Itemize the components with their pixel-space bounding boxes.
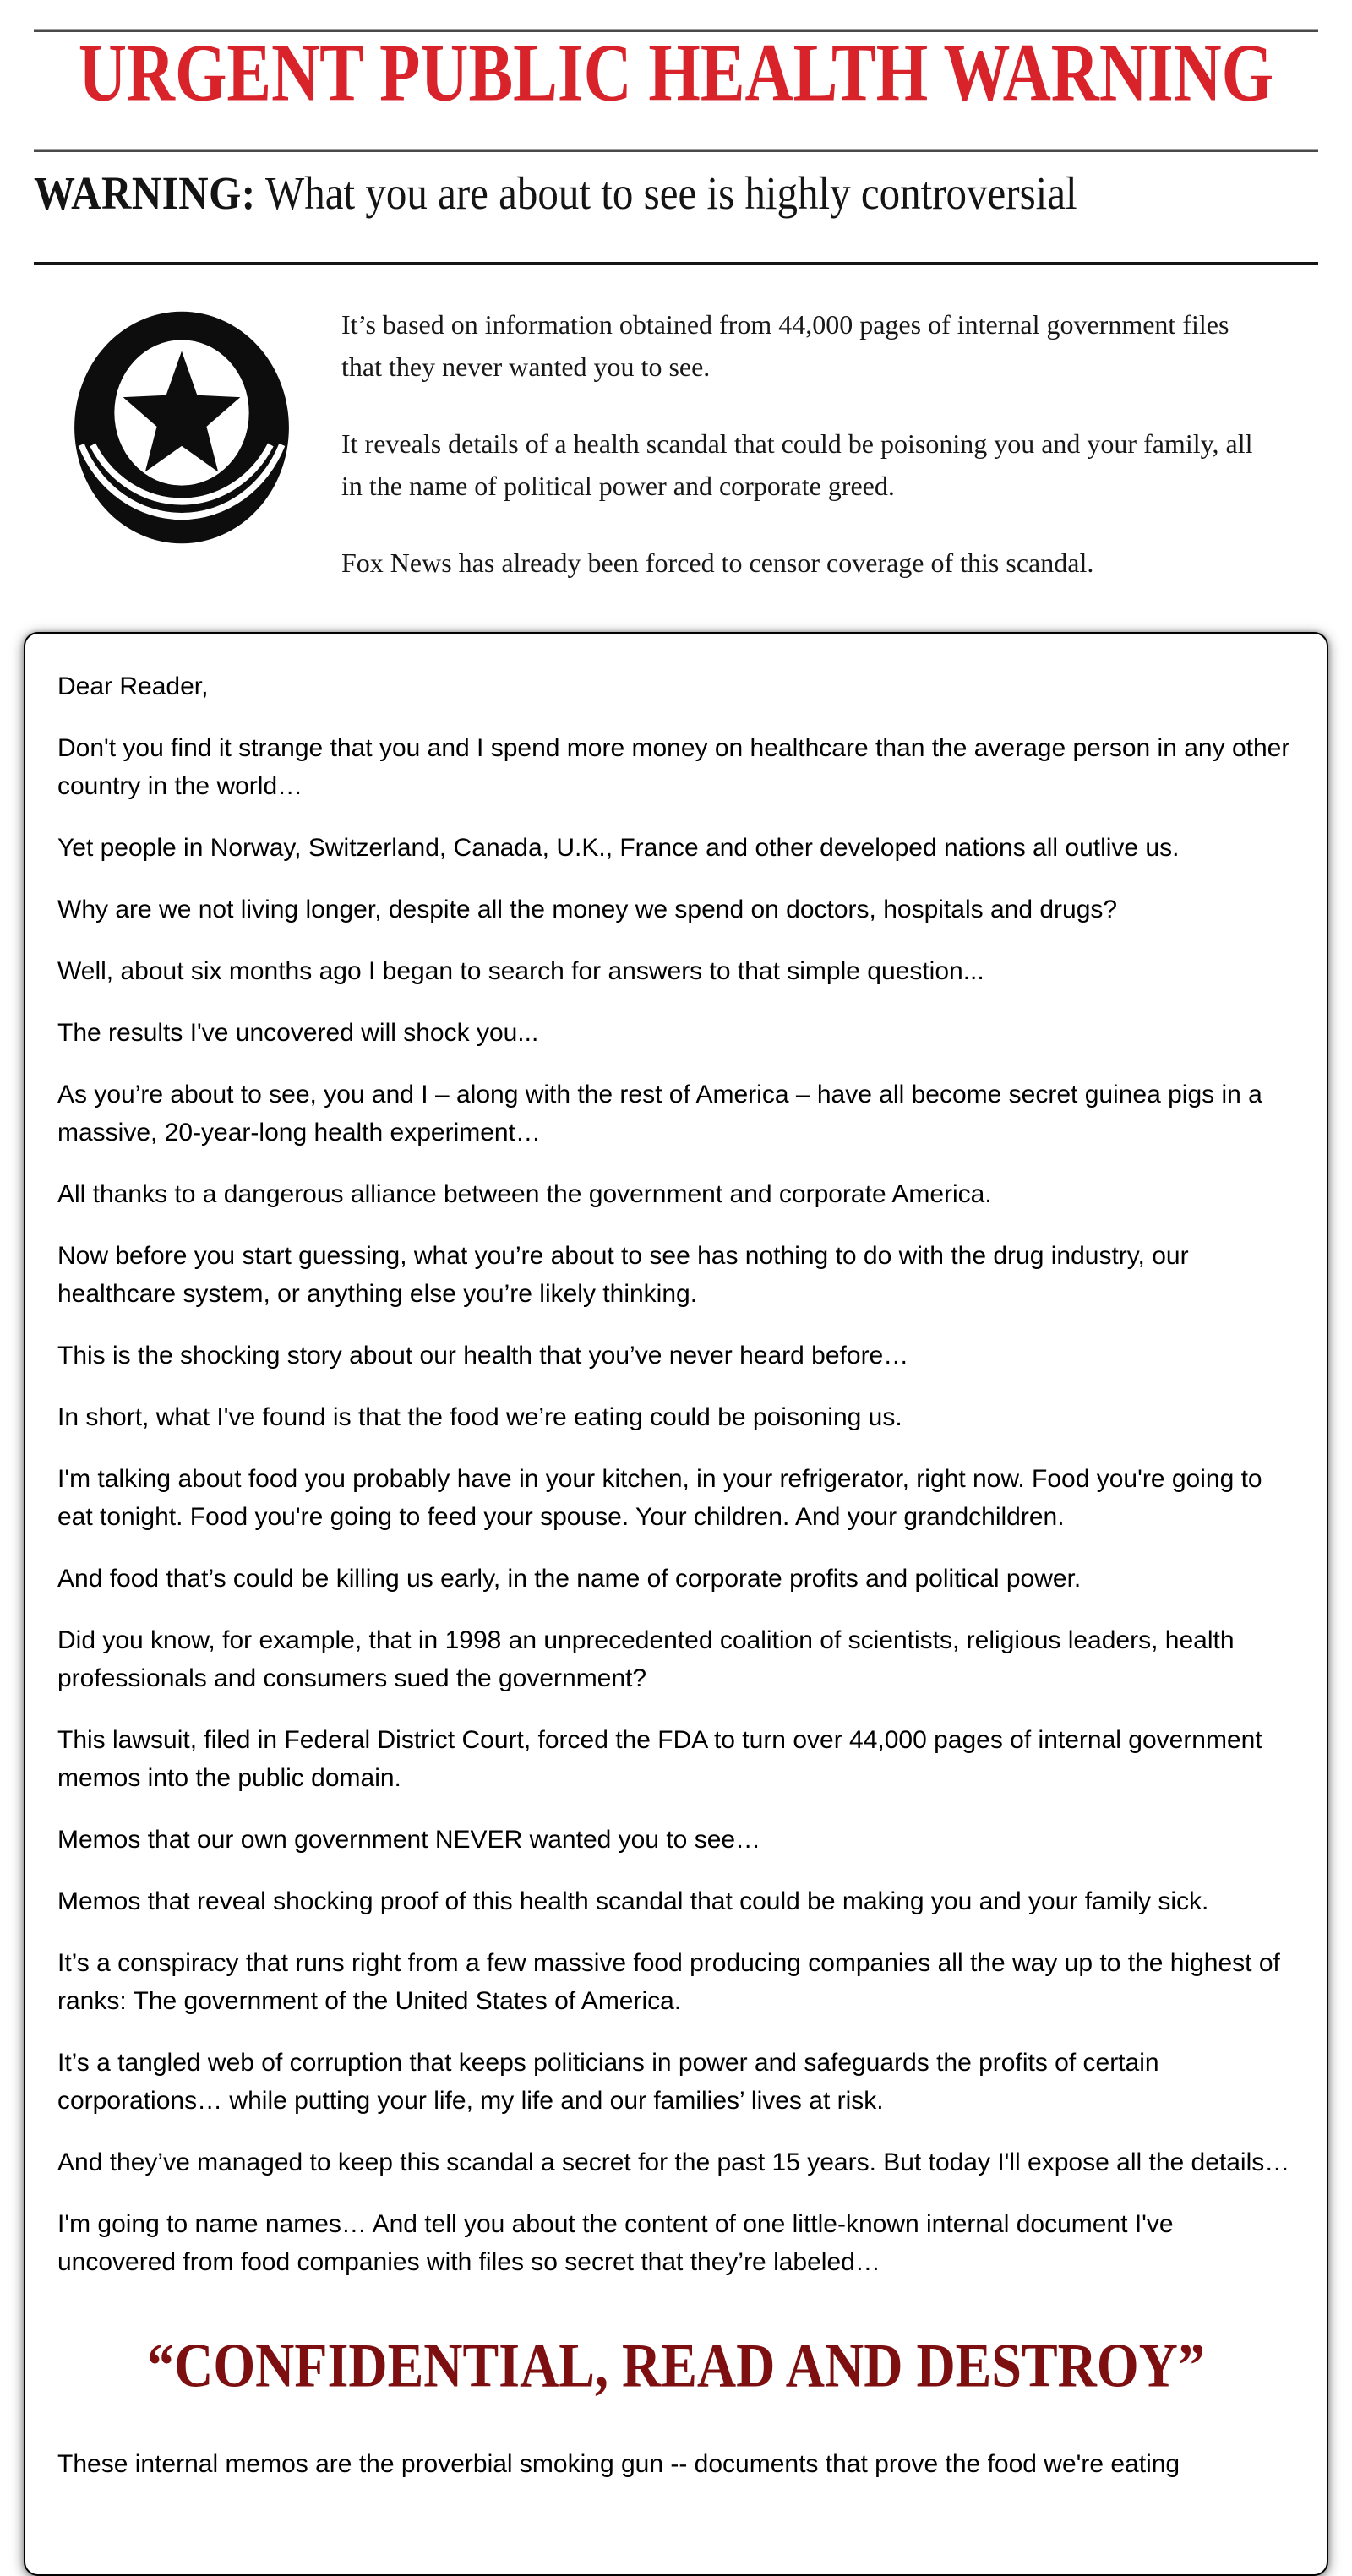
intro-paragraph: Fox News has already been forced to censor coverage of this scandal. bbox=[341, 547, 1094, 578]
letter-paragraph: Don't you find it strange that you and I spend more money on healthcare than the average person in any other country in the world… bbox=[57, 733, 1290, 800]
letter-paragraph: Memos that reveal shocking proof of this health scandal that could be making you and your family sick. bbox=[57, 1887, 1209, 1915]
letter-paragraph: The results I've uncovered will shock you... bbox=[57, 1018, 539, 1047]
letter-paragraph: Memos that our own government NEVER wanted you to see… bbox=[57, 1825, 761, 1854]
intro-text bbox=[341, 304, 1254, 585]
letter-paragraph: Well, about six months ago I began to search for answers to that simple question... bbox=[57, 956, 984, 985]
letter-paragraph: And food that’s could be killing us early, in the name of corporate profits and political power. bbox=[57, 1564, 1082, 1593]
letter-paragraph: This is the shocking story about our health that you’ve never heard before… bbox=[57, 1341, 909, 1370]
letter-paragraph: All thanks to a dangerous alliance between the government and corporate America. bbox=[57, 1179, 992, 1208]
advertorial-page bbox=[0, 27, 1352, 2478]
letter-paragraph: I'm going to name names… And tell you about the content of one little-known internal document I've uncovered from food companies with files so secret that they’re labeled… bbox=[57, 2209, 1174, 2276]
letter-paragraph: Yet people in Norway, Switzerland, Canada, U.K., France and other developed nations all outlive us. bbox=[57, 833, 1180, 862]
letter-paragraph: It’s a tangled web of corruption that keeps politicians in power and safeguards the profits of certain corporations… while putting your life, my life and our families’ lives at risk. bbox=[57, 2048, 1159, 2115]
warning-text: What you are about to see is highly controversial bbox=[255, 166, 1077, 220]
warning-subheadline bbox=[34, 166, 1318, 247]
letter-paragraph: And they’ve managed to keep this scandal a secret for the past 15 years. But today I'll expose all the details… bbox=[57, 2148, 1290, 2176]
intro-paragraph: It reveals details of a health scandal that could be poisoning you and your family, all in the name of political power and corporate greed. bbox=[341, 428, 1253, 501]
letter-paragraph: I'm talking about food you probably have in your kitchen, in your refrigerator, right now. Food you're going to eat tonight. Food you're going to feed your spouse. Your children. And your grandchildren. bbox=[57, 1464, 1262, 1531]
closing-paragraph: These internal memos are the proverbial smoking gun -- documents that prove the food we're eating bbox=[57, 2449, 1180, 2478]
confidential-heading: “CONFIDENTIAL, READ AND DESTROY” bbox=[147, 2329, 1205, 2400]
letter-paragraph: It’s a conspiracy that runs right from a few massive food producing companies all the way up to the highest of ranks: The government of the United States of America. bbox=[57, 1948, 1280, 2015]
headline-divider bbox=[34, 149, 1318, 152]
letter-box bbox=[24, 632, 1328, 2576]
salutation: Dear Reader, bbox=[57, 672, 209, 700]
main-headline: URGENT PUBLIC HEALTH WARNING bbox=[78, 27, 1274, 119]
censored-star-badge-icon bbox=[68, 304, 296, 551]
warning-divider bbox=[34, 262, 1318, 265]
warning-label: WARNING: bbox=[34, 166, 256, 220]
headline-row bbox=[34, 27, 1318, 145]
letter-paragraph: Now before you start guessing, what you’re about to see has nothing to do with the drug industry, our healthcare system, or anything else you’re likely thinking. bbox=[57, 1241, 1189, 1308]
intro-section bbox=[68, 304, 1301, 585]
intro-paragraph: It’s based on information obtained from 44,000 pages of internal government files that they never wanted you to see. bbox=[341, 309, 1229, 382]
letter-paragraph: Did you know, for example, that in 1998 an unprecedented coalition of scientists, religious leaders, health professionals and consumers sued the government? bbox=[57, 1626, 1235, 1692]
letter-paragraph: In short, what I've found is that the food we’re eating could be poisoning us. bbox=[57, 1402, 902, 1431]
letter-paragraph: Why are we not living longer, despite all the money we spend on doctors, hospitals and drugs? bbox=[57, 895, 1118, 923]
letter-paragraph: This lawsuit, filed in Federal District Court, forced the FDA to turn over 44,000 pages of internal government memos into the public domain. bbox=[57, 1725, 1262, 1792]
letter-paragraph: As you’re about to see, you and I – along with the rest of America – have all become secret guinea pigs in a massive, 20-year-long health experiment… bbox=[57, 1080, 1262, 1146]
confidential-heading-row bbox=[57, 2325, 1295, 2406]
